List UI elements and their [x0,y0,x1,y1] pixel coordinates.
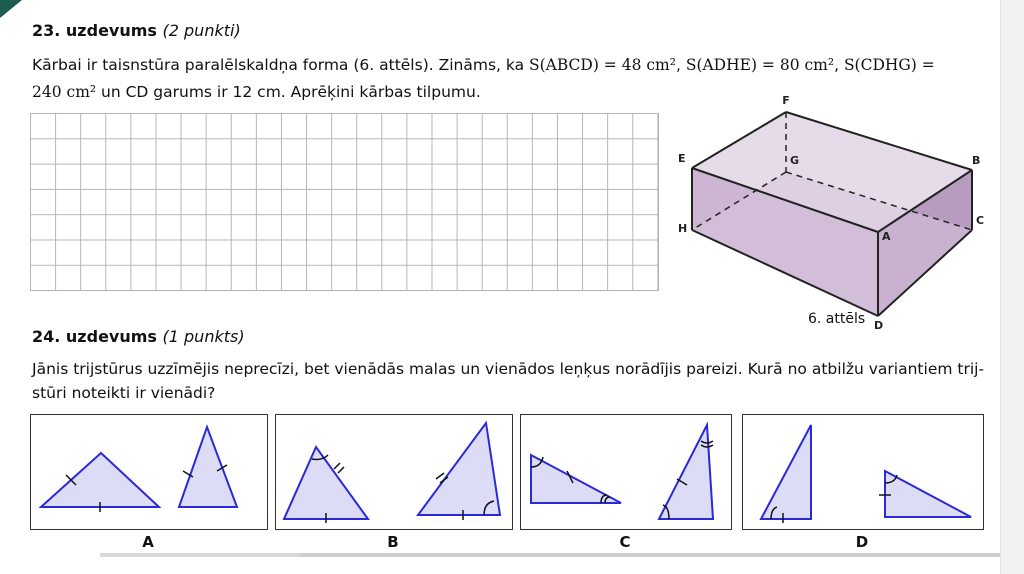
task23-line1 [32,52,935,79]
vertex-g: G [790,154,800,167]
vertex-e: E [678,152,686,165]
vertical-scrollbar[interactable] [1000,0,1024,574]
option-a-triangles [31,415,267,529]
area-adhe: S(ADHE) = 80 cm² [685,56,835,74]
answer-grid[interactable] [30,113,659,291]
option-c-box[interactable] [520,414,732,530]
vertex-f: F [782,94,790,107]
vertex-c: C [976,214,985,227]
area-cdhg-value: 240 cm² [32,83,97,101]
task24-title: 24. uzdevums [32,327,157,346]
vertex-b: B [972,154,981,167]
task23-line2 [32,79,481,106]
option-c-triangles [521,415,731,529]
area-abcd: S(ABCD) = 48 cm² [529,56,676,74]
vertex-d: D [874,319,884,330]
option-d-triangles [743,415,983,529]
option-d-label: D [855,533,869,551]
option-a-box[interactable] [30,414,268,530]
vertex-h: H [678,222,688,235]
task23-heading [32,21,241,40]
task24-points: (1 punkts) [162,327,245,346]
option-a-label: A [142,533,154,551]
task24-line1: Jānis trijstūrus uzzīmējis neprecīzi, bet vienādās malas un vienādos leņķus norādījis pareizi. Kurā no atbilžu variantiem trij- [32,360,985,378]
box-figure [672,90,992,330]
option-b-label: B [387,533,399,551]
option-b-triangles [276,415,512,529]
corner-bookmark-icon [0,0,22,18]
task23-text-a: Kārbai ir taisnstūra paralēlskaldņa forma (6. attēls). Zināms, ka [32,56,529,74]
horizontal-scrollbar-thumb[interactable] [300,553,1000,557]
task24-heading [32,327,245,346]
area-cdhg: S(CDHG) = [843,56,935,74]
task24-line2: stūri noteikti ir vienādi? [32,384,216,402]
option-b-box[interactable] [275,414,513,530]
sep2: , [834,56,844,74]
option-c-label: C [619,533,631,551]
horizontal-scrollbar-track[interactable] [100,553,300,557]
task23-points: (2 punkti) [162,21,241,40]
vertex-a: A [882,230,891,243]
sep1: , [675,56,686,74]
task23-title: 23. uzdevums [32,21,157,40]
option-d-box[interactable] [742,414,984,530]
task23-text-b: un CD garums ir 12 cm. Aprēķini kārbas tilpumu. [96,83,481,101]
figure-caption: 6. attēls [808,311,866,327]
